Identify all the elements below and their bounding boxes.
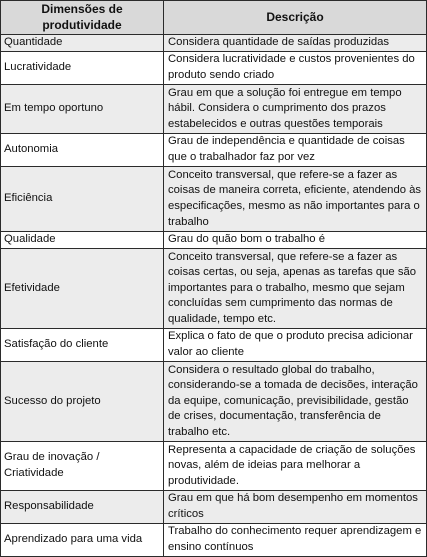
description-cell: Grau em que há bom desempenho em momentos críticos [164, 491, 427, 524]
dimension-cell: Grau de inovação / Criatividade [1, 442, 164, 491]
dimension-cell: Aprendizado para uma vida [1, 524, 164, 557]
table-row [1, 362, 427, 442]
dimension-cell: Autonomia [1, 134, 164, 167]
description-cell: Conceito transversal, que refere-se a fazer as coisas de maneira correta, eficiente, atendendo às especificações, mesmo as não importantes para o trabalho [164, 167, 427, 232]
description-cell: Trabalho do conhecimento requer aprendizagem e ensino contínuos [164, 524, 427, 557]
description-cell: Grau do quão bom o trabalho é [164, 232, 427, 249]
table-row [1, 232, 427, 249]
table-row [1, 442, 427, 491]
dimension-cell: Lucratividade [1, 52, 164, 85]
header-dimension: Dimensões de produtividade [1, 1, 164, 35]
table-row [1, 35, 427, 52]
table-row [1, 167, 427, 232]
description-cell: Conceito transversal, que refere-se a fazer as coisas certas, ou seja, apenas as tarefas que são importantes para o trabalho, mesmo que sejam concluídas sem cumprimento das normas de qualidade, tempo etc. [164, 249, 427, 329]
table-row [1, 491, 427, 524]
description-cell: Grau em que a solução foi entregue em tempo hábil. Considera o cumprimento dos prazos estabelecidos e outras questões temporais [164, 85, 427, 134]
description-cell: Grau de independência e quantidade de coisas que o trabalhador faz por vez [164, 134, 427, 167]
table-row [1, 85, 427, 134]
description-cell: Considera quantidade de saídas produzidas [164, 35, 427, 52]
dimension-cell: Eficiência [1, 167, 164, 232]
table-row [1, 134, 427, 167]
table-row [1, 52, 427, 85]
dimension-cell: Sucesso do projeto [1, 362, 164, 442]
dimension-cell: Quantidade [1, 35, 164, 52]
table-header-row [1, 1, 427, 35]
table-row [1, 524, 427, 557]
description-cell: Explica o fato de que o produto precisa adicionar valor ao cliente [164, 329, 427, 362]
description-cell: Considera lucratividade e custos provenientes do produto sendo criado [164, 52, 427, 85]
table-row [1, 249, 427, 329]
dimension-cell: Satisfação do cliente [1, 329, 164, 362]
header-description: Descrição [164, 1, 427, 35]
dimension-cell: Efetividade [1, 249, 164, 329]
dimension-cell: Qualidade [1, 232, 164, 249]
description-cell: Considera o resultado global do trabalho, considerando-se a tomada de decisões, interação da equipe, comunicação, previsibilidade, gestão de crises, documentação, transferência de trabalho etc. [164, 362, 427, 442]
table-row [1, 329, 427, 362]
dimension-cell: Responsabilidade [1, 491, 164, 524]
description-cell: Representa a capacidade de criação de soluções novas, além de ideias para melhorar a produtividade. [164, 442, 427, 491]
dimension-cell: Em tempo oportuno [1, 85, 164, 134]
